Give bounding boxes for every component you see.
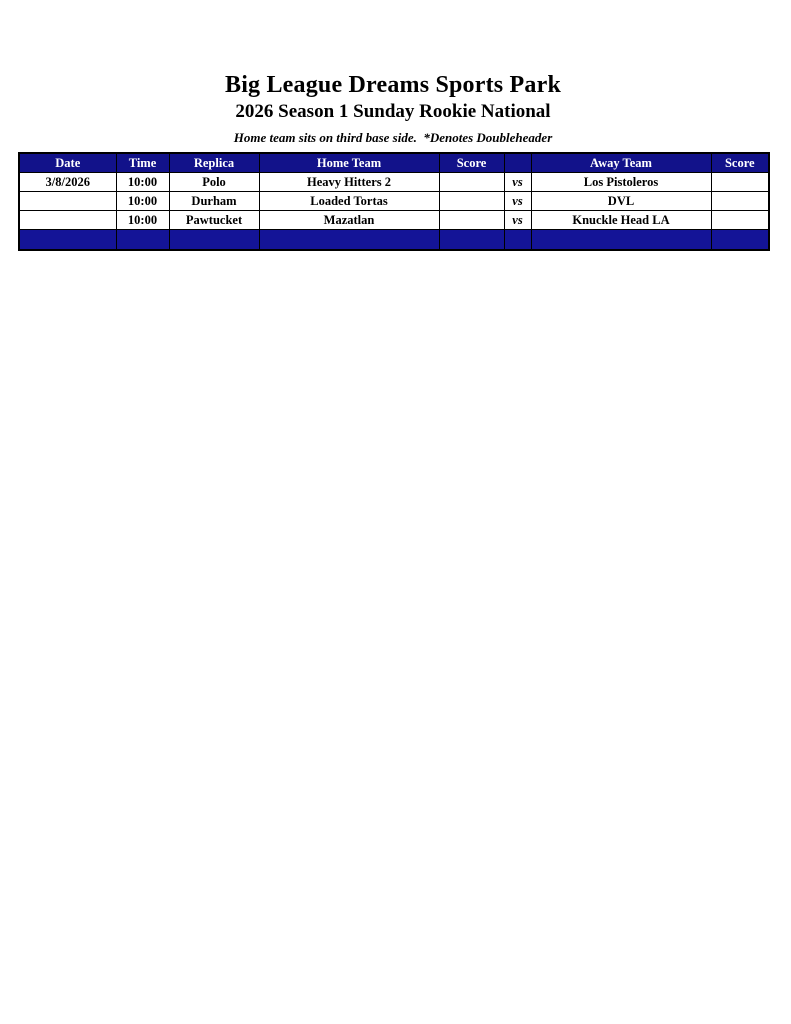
cell-replica: Durham (169, 192, 259, 211)
schedule-sheet (18, 72, 768, 251)
table-row (19, 211, 769, 230)
col-header-date: Date (19, 153, 116, 173)
heading (18, 72, 768, 145)
table-row (19, 173, 769, 192)
page-note: Home team sits on third base side. *Denotes Doubleheader (233, 130, 553, 145)
cell-date (19, 192, 116, 211)
table-header-row (19, 153, 769, 173)
cell-away-score (711, 173, 769, 192)
cell-date (19, 211, 116, 230)
cell-home-score (439, 192, 504, 211)
cell-home-team: Loaded Tortas (259, 192, 439, 211)
cell-away-score (711, 211, 769, 230)
table-footer-row (19, 230, 769, 251)
footer-cell (259, 230, 439, 251)
cell-away-team: DVL (531, 192, 711, 211)
cell-time: 10:00 (116, 173, 169, 192)
col-header-home-score: Score (439, 153, 504, 173)
cell-home-score (439, 173, 504, 192)
schedule-table (18, 152, 770, 251)
cell-vs: vs (504, 211, 531, 230)
cell-away-team: Los Pistoleros (531, 173, 711, 192)
footer-cell (169, 230, 259, 251)
footer-cell (19, 230, 116, 251)
cell-home-team: Heavy Hitters 2 (259, 173, 439, 192)
col-header-replica: Replica (169, 153, 259, 173)
table-row (19, 192, 769, 211)
cell-vs: vs (504, 192, 531, 211)
col-header-time: Time (116, 153, 169, 173)
cell-date: 3/8/2026 (19, 173, 116, 192)
footer-cell (116, 230, 169, 251)
page-title: Big League Dreams Sports Park (224, 72, 561, 98)
page-subtitle: 2026 Season 1 Sunday Rookie National (235, 101, 551, 122)
cell-vs: vs (504, 173, 531, 192)
cell-home-team: Mazatlan (259, 211, 439, 230)
col-header-vs (504, 153, 531, 173)
footer-cell (711, 230, 769, 251)
cell-replica: Polo (169, 173, 259, 192)
cell-replica: Pawtucket (169, 211, 259, 230)
col-header-away-team: Away Team (531, 153, 711, 173)
footer-cell (504, 230, 531, 251)
footer-cell (531, 230, 711, 251)
cell-away-score (711, 192, 769, 211)
footer-cell (439, 230, 504, 251)
cell-time: 10:00 (116, 211, 169, 230)
cell-home-score (439, 211, 504, 230)
cell-time: 10:00 (116, 192, 169, 211)
col-header-away-score: Score (711, 153, 769, 173)
col-header-home-team: Home Team (259, 153, 439, 173)
cell-away-team: Knuckle Head LA (531, 211, 711, 230)
